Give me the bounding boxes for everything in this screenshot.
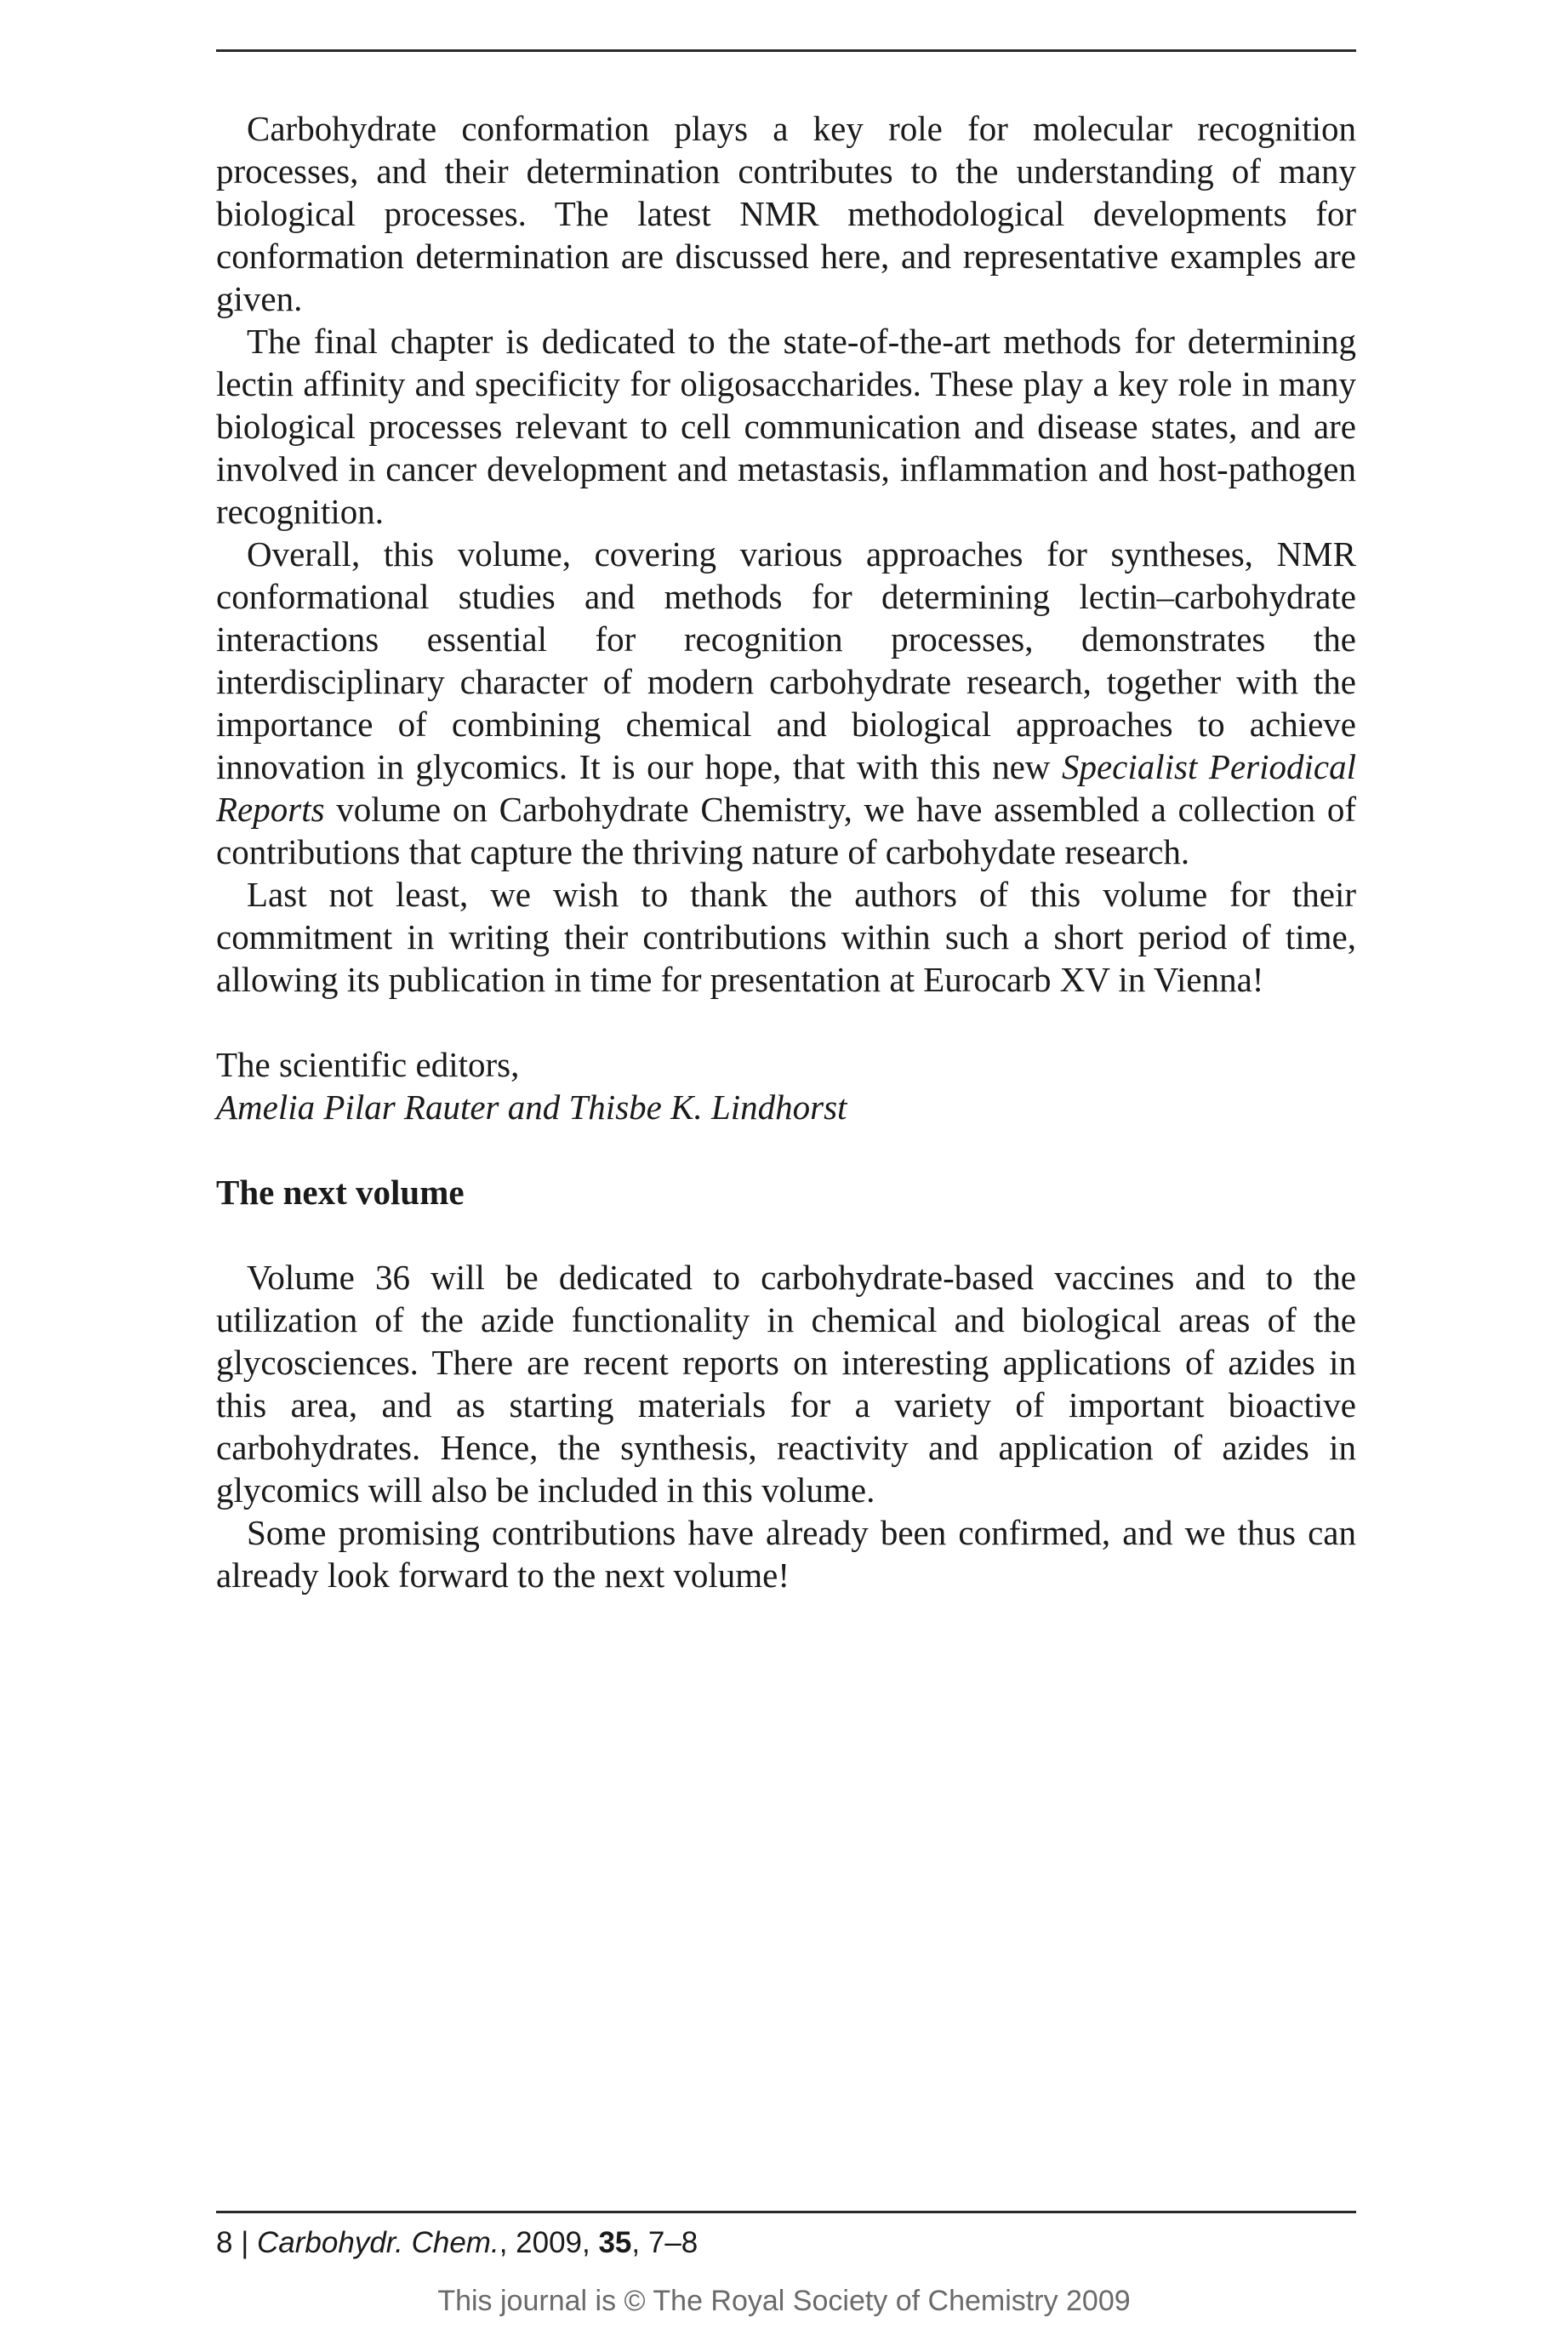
citation-year: 2009: [516, 2226, 583, 2259]
paragraph-overall: [216, 533, 1356, 873]
section-heading-next-volume: The next volume: [216, 1173, 465, 1212]
signature-block: [216, 1043, 1356, 1128]
paragraph-conformation: Carbohydrate conformation plays a key role for molecular recognition processes, and their determination contributes to the understanding of many biological processes. The latest NMR methodological developments for conformation determination are discussed here, and representative examples are given.: [216, 109, 1356, 318]
paragraph-final-chapter: The final chapter is dedicated to the state-of-the-art methods for determining lectin affinity and specificity for oligosaccharides. These play a key role in many biological processes relevant to cell communication and disease states, and are involved in cancer development and metastasis, inflammation and host-pathogen recognition.: [216, 322, 1356, 531]
copyright-notice: This journal is © The Royal Society of Chemistry 2009: [437, 2285, 1131, 2317]
citation-pages: 7–8: [647, 2226, 698, 2259]
footer-citation: 8 | Carbohydr. Chem., 2009, 35, 7–8: [216, 2226, 698, 2259]
footer-separator: |: [241, 2226, 249, 2259]
editor-names: Amelia Pilar Rauter and Thisbe K. Lindhorst: [216, 1088, 847, 1127]
paragraph-volume-36: Volume 36 will be dedicated to carbohydrate-based vaccines and to the utilization of the azide functionality in chemical and biological areas of the glycosciences. There are recent reports on interesting applications of azides in this area, and as starting materials for a variety of important bioactive carbohydrates. Hence, the synthesis, reactivity and application of azides in glycomics will also be included in this volume.: [216, 1258, 1356, 1510]
main-text: [216, 107, 1356, 1596]
journal-name: Carbohydr. Chem.: [257, 2226, 499, 2259]
top-rule: [216, 49, 1356, 52]
paragraph-promising: Some promising contributions have already been confirmed, and we thus can already look forward to the next volume!: [216, 1513, 1356, 1595]
signature-line: The scientific editors,: [216, 1045, 520, 1084]
paragraph-acknowledgement: Last not least, we wish to thank the authors of this volume for their commitment in writing their contributions within such a short period of time, allowing its publication in time for presentation at Eurocarb XV in Vienna!: [216, 875, 1356, 999]
page-number: 8: [216, 2226, 233, 2259]
paragraph-overall-text-2: volume on Carbohydrate Chemistry, we have assembled a collection of contributions that capture the thriving nature of carbohydate research.: [216, 790, 1356, 871]
series-title-italic: Specialist Periodical Reports: [216, 747, 1356, 829]
paragraph-overall-text-1: Overall, this volume, covering various approaches for syntheses, NMR conformational studies and methods for determining lectin–carbohydrate interactions essential for recognition processes, demonstrates the interdisciplinary character of modern carbohydrate research, together with the importance of combining chemical and biological approaches to achieve innovation in glycomics. It is our hope, that with this new: [216, 534, 1356, 786]
citation-volume: 35: [598, 2226, 632, 2259]
footer-rule: [216, 2211, 1356, 2213]
